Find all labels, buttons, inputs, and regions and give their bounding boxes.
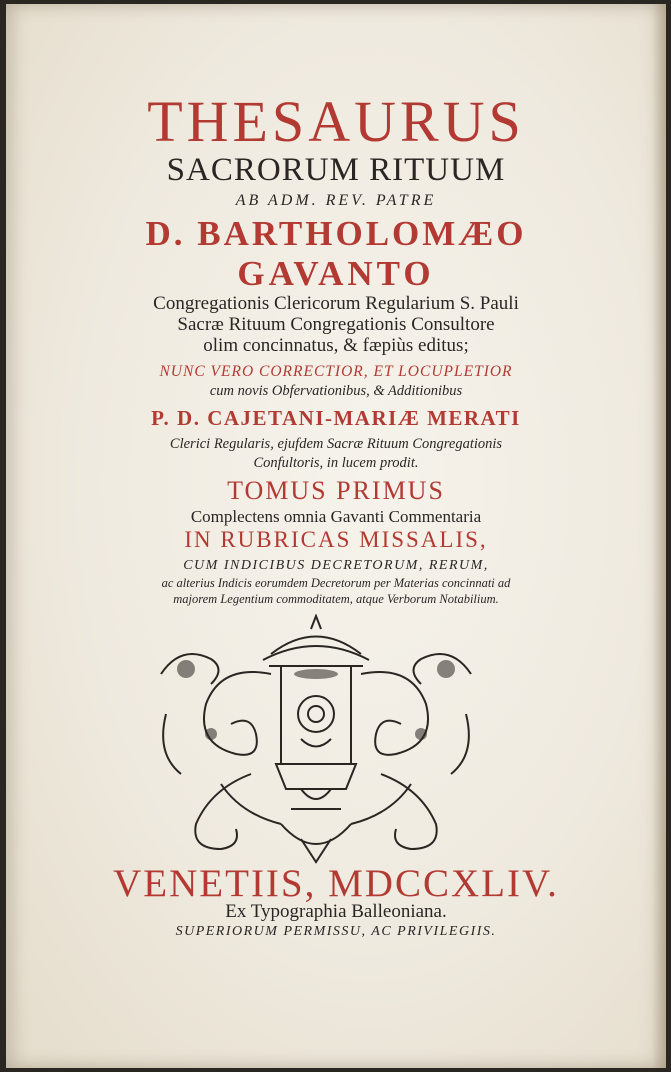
edition-line1: NUNC VERO CORRECTIOR, ET LOCUPLETIOR bbox=[159, 363, 513, 380]
author-desc-line1: Congregationis Clericorum Regularium S. Pauli bbox=[153, 293, 519, 314]
volume-title: TOMUS PRIMUS bbox=[227, 476, 445, 505]
indices-line1: CUM INDICIBUS DECRETORUM, RERUM, bbox=[183, 558, 489, 573]
book-subtitle: SACRORUM RITUUM bbox=[166, 152, 506, 188]
editor-desc-line2: Confultoris, in lucem prodit. bbox=[253, 455, 419, 471]
author-name-line1: D. BARTHOLOMÆO bbox=[145, 214, 527, 253]
author-intro: AB ADM. REV. PATRE bbox=[235, 192, 437, 209]
imprint-place-date: VENETIIS, MDCCXLIV. bbox=[113, 862, 559, 905]
author-desc-line2: Sacræ Rituum Congregationis Consultore bbox=[177, 314, 495, 335]
imprint-privilege: SUPERIORUM PERMISSU, AC PRIVILEGIIS. bbox=[175, 924, 497, 939]
edition-line2: cum novis Obfervationibus, & Additionibus bbox=[209, 383, 463, 399]
volume-complectens: Complectens omnia Gavanti Commentaria bbox=[190, 507, 482, 526]
volume-rubricas: IN RUBRICAS MISSALIS, bbox=[184, 527, 488, 552]
indices-line2: ac alterius Indicis eorumdem Decretorum per Materias concinnati ad bbox=[161, 576, 511, 590]
author-name-line2: GAVANTO bbox=[237, 254, 435, 293]
editor-name: P. D. CAJETANI-MARIÆ MERATI bbox=[151, 406, 521, 430]
ornamental-engraving-icon bbox=[151, 614, 481, 864]
editor-desc-line1: Clerici Regularis, ejufdem Sacræ Rituum Congregationis bbox=[169, 436, 503, 452]
indices-line3: majorem Legentium commoditatem, atque Verborum Notabilium. bbox=[173, 592, 499, 606]
title-page bbox=[6, 4, 666, 1068]
imprint-printer: Ex Typographia Balleoniana. bbox=[225, 901, 447, 922]
author-desc-line3: olim concinnatus, & fæpiùs editus; bbox=[203, 335, 469, 356]
book-title: THESAURUS bbox=[147, 89, 525, 154]
